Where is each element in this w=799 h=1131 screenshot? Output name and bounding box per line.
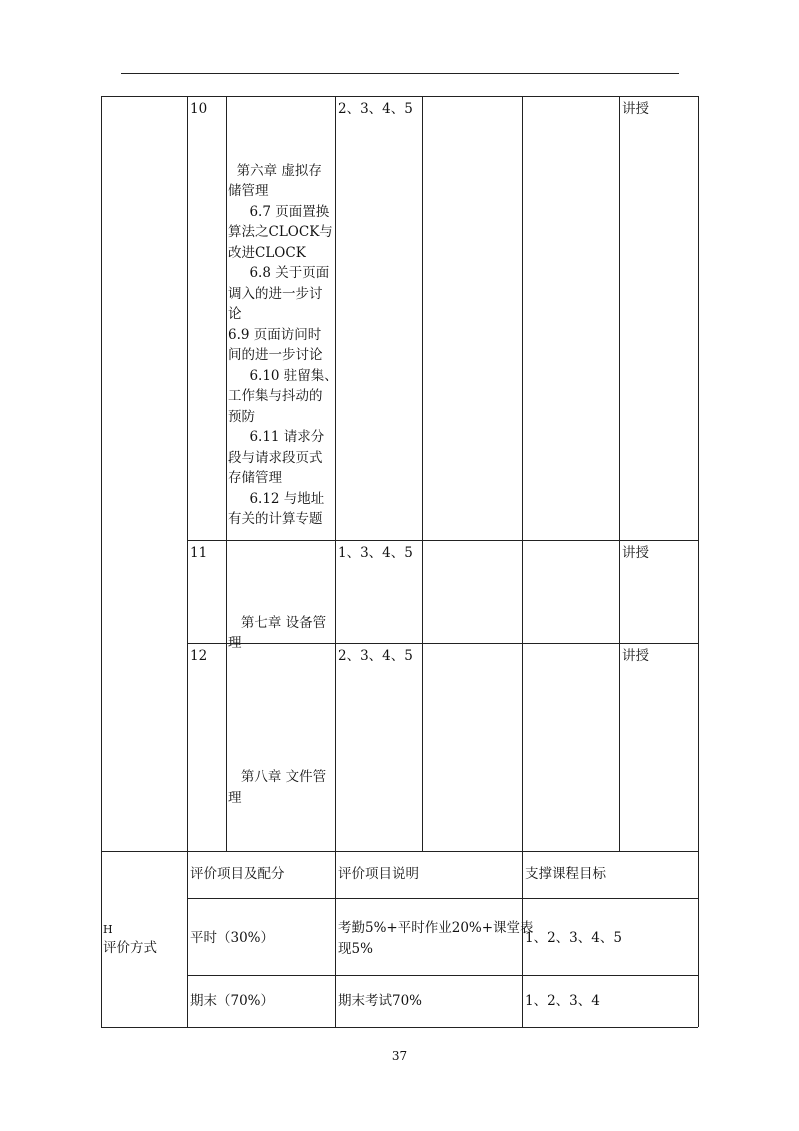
evaluation-desc: 考勤5%+平时作业20%+课堂表 现5% (338, 920, 534, 957)
session-method: 讲授 (622, 101, 649, 117)
page-number: 37 (391, 1049, 408, 1063)
header-desc: 评价项目说明 (338, 866, 419, 882)
session-content: 第六章 虚拟存 储管理 6.7 页面置换 算法之CLOCK与 改进CLOCK 6.8 关于页面 调入的进一步讨 论 6.9 页面访问时 间的进一步讨论 6.10 驻留集、 工作集与抖动的 预防 6.11 请求分 段与请求段页式 存储管理 6.12 与地址 有关的计算专题 (228, 162, 338, 527)
evaluation-label: H 评价方式 (103, 923, 157, 956)
session-method: 讲授 (622, 648, 649, 664)
session-content: 第八章 文件管 理 (228, 769, 327, 806)
evaluation-item: 平时（30%） (190, 930, 275, 946)
header-item: 评价项目及配分 (190, 866, 285, 882)
session-content: 第七章 设备管 理 (228, 614, 327, 651)
session-goals: 2、3、4、5 (338, 648, 413, 664)
evaluation-goal: 1、2、3、4、5 (525, 930, 622, 946)
session-number: 10 (190, 101, 208, 117)
header-rule (121, 73, 679, 74)
session-goals: 2、3、4、5 (338, 101, 413, 117)
session-number: 11 (190, 545, 208, 561)
session-goals: 1、3、4、5 (338, 545, 413, 561)
session-method: 讲授 (622, 545, 649, 561)
evaluation-item: 期末（70%） (190, 993, 275, 1009)
evaluation-desc: 期末考试70% (338, 993, 423, 1009)
header-goal: 支撑课程目标 (525, 866, 606, 882)
evaluation-goal: 1、2、3、4 (525, 993, 600, 1009)
session-number: 12 (190, 648, 208, 664)
